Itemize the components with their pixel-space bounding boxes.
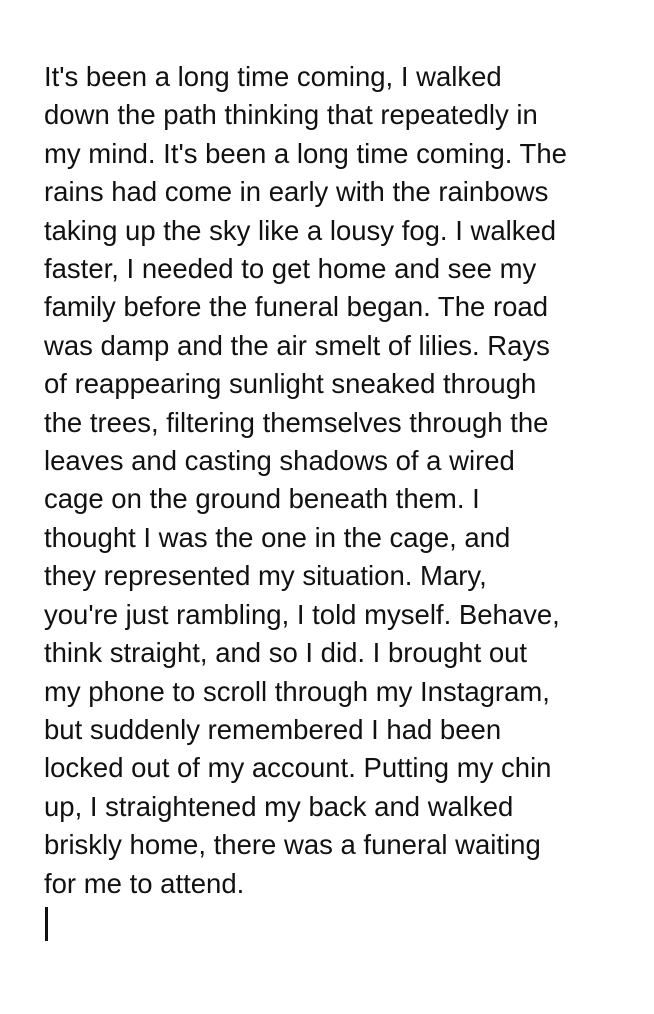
text-line: you're just rambling, I told myself. Behave, xyxy=(44,598,560,630)
text-line: my phone to scroll through my Instagram, xyxy=(44,675,550,707)
text-line: was damp and the air smelt of lilies. Rays xyxy=(44,329,550,361)
text-line: locked out of my account. Putting my chin xyxy=(44,752,552,784)
text-line: they represented my situation. Mary, xyxy=(44,560,487,592)
text-line: my mind. It's been a long time coming. The xyxy=(44,137,567,169)
text-line: leaves and casting shadows of a wired xyxy=(44,445,515,477)
text-line: taking up the sky like a lousy fog. I walked xyxy=(44,214,557,246)
text-line: down the path thinking that repeatedly in xyxy=(44,99,538,131)
text-line: but suddenly remembered I had been xyxy=(44,713,502,745)
text-line: thought I was the one in the cage, and xyxy=(44,521,511,553)
text-editor[interactable] xyxy=(44,58,644,941)
text-line: briskly home, there was a funeral waiting xyxy=(44,829,541,861)
text-line: family before the funeral began. The road xyxy=(44,291,548,323)
text-cursor xyxy=(45,907,48,941)
text-line: think straight, and so I did. I brought out xyxy=(44,637,528,669)
text-line: of reappearing sunlight sneaked through xyxy=(44,368,537,400)
text-line: rains had come in early with the rainbows xyxy=(44,176,549,208)
text-line: up, I straightened my back and walked xyxy=(44,790,514,822)
text-line: cage on the ground beneath them. I xyxy=(44,483,480,515)
text-line: for me to attend. xyxy=(44,867,245,899)
text-line: It's been a long time coming, I walked xyxy=(44,61,502,92)
text-line: the trees, filtering themselves through the xyxy=(44,406,549,438)
text-line: faster, I needed to get home and see my xyxy=(44,253,537,285)
